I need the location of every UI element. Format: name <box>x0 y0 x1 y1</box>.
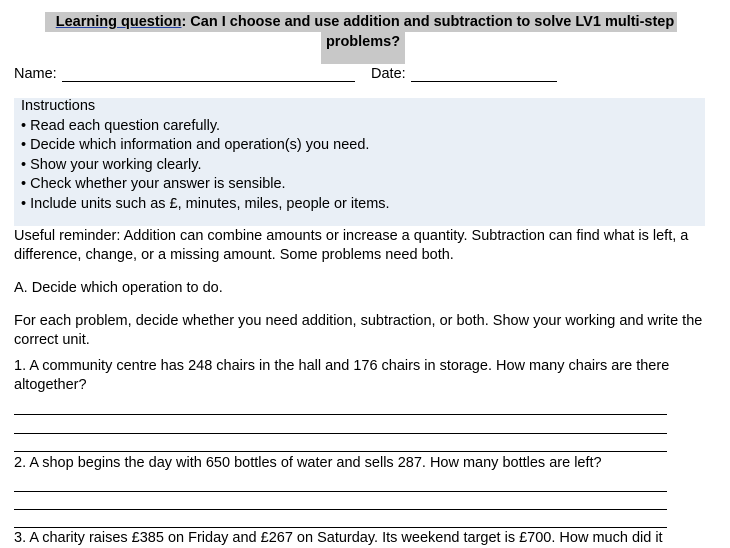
useful-reminder: Useful reminder: Addition can combine amounts or increase a quantity. Subtraction can find what is left, a difference, change, or a missing amount. Some problems need both. <box>14 228 689 263</box>
instruction-item: • Include units such as £, minutes, miles, people or items. <box>21 195 390 212</box>
learning-question-text-continued: problems? <box>325 34 401 50</box>
answer-line[interactable] <box>14 491 667 492</box>
question-2: 2. A shop begins the day with 650 bottles of water and sells 287. How many bottles are left? <box>14 455 602 471</box>
instruction-item: • Check whether your answer is sensible. <box>21 176 286 192</box>
instruction-item: • Decide which information and operation(s) you need. <box>21 137 370 153</box>
instructions-title: Instructions <box>21 98 96 114</box>
date-label: Date: <box>371 66 406 82</box>
date-field[interactable] <box>411 81 557 82</box>
answer-line[interactable] <box>14 527 667 528</box>
answer-line[interactable] <box>14 433 667 434</box>
learning-question-text: : Can I choose and use addition and subtraction to solve LV1 multi-step <box>181 14 675 30</box>
question-3: 3. A charity raises £385 on Friday and £267 on Saturday. Its weekend target is £700. How much did it <box>14 530 663 546</box>
answer-line[interactable] <box>14 451 667 452</box>
name-field[interactable] <box>62 81 355 82</box>
learning-question-heading <box>0 12 730 32</box>
section-a-intro: For each problem, decide whether you need addition, subtraction, or both. Show your working and write the correct unit. <box>14 313 703 348</box>
answer-line[interactable] <box>14 414 667 415</box>
section-a-title: A. Decide which operation to do. <box>14 280 223 296</box>
learning-question-label: Learning question <box>55 14 182 30</box>
name-label: Name: <box>14 66 57 82</box>
answer-line[interactable] <box>14 509 667 510</box>
instruction-item: • Read each question carefully. <box>21 117 221 134</box>
question-1: 1. A community centre has 248 chairs in the hall and 176 chairs in storage. How many chairs are there altogether? <box>14 358 670 393</box>
instruction-item: • Show your working clearly. <box>21 156 202 173</box>
